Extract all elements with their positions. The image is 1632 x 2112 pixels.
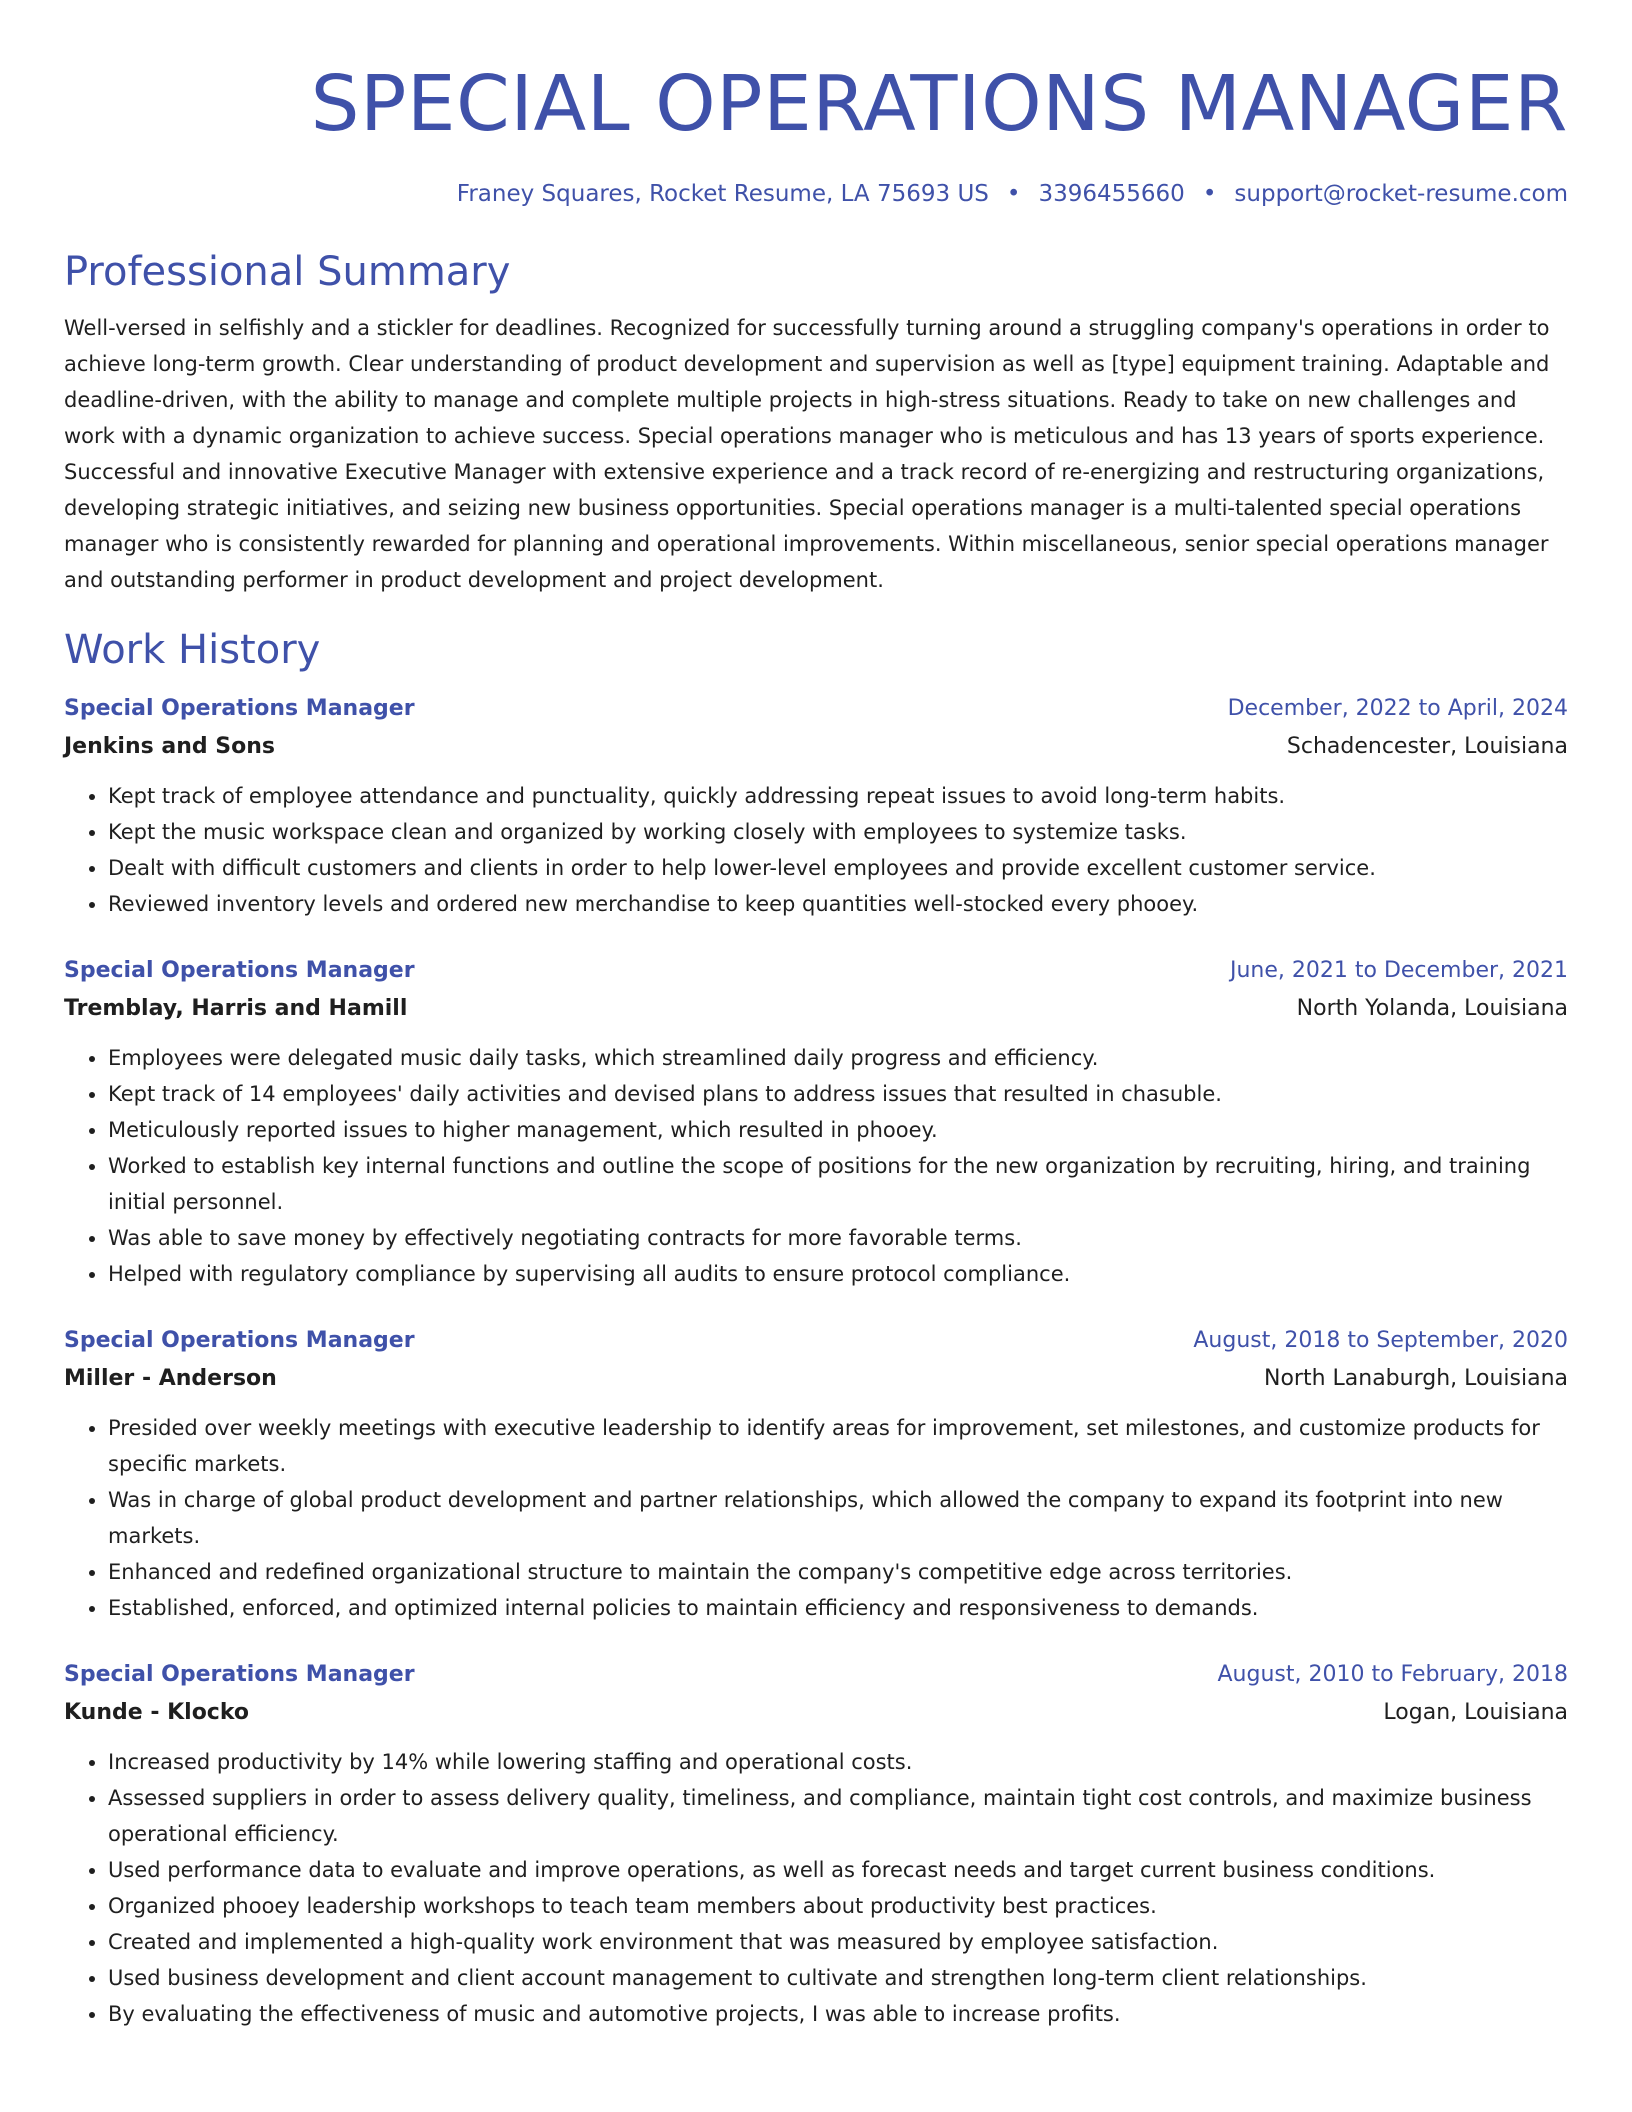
job-bullet: • Kept track of 14 employees' daily activities and devised plans to address issues that resulted in chasuble. (108, 1076, 1568, 1112)
job-bullets (64, 778, 1568, 922)
job-bullet: • Employees were delegated music daily tasks, which streamlined daily progress and efficiency. (108, 1040, 1568, 1076)
contact-line (64, 178, 1568, 210)
job-entry (64, 952, 1568, 1292)
job-location: North Yolanda, Louisiana (1296, 996, 1568, 1021)
job-location: Logan, Louisiana (1383, 1700, 1568, 1725)
job-bullet: • Created and implemented a high-quality work environment that was measured by employee satisfaction. (108, 1924, 1568, 1960)
job-bullet: • Organized phooey leadership workshops to teach team members about productivity best practices. (108, 1888, 1568, 1924)
job-company: Kunde - Klocko (64, 1700, 250, 1725)
job-bullet: • By evaluating the effectiveness of music and automotive projects, I was able to increase profits. (108, 1996, 1568, 2032)
job-bullet: • Presided over weekly meetings with executive leadership to identify areas for improvement, set milestones, and customize products for specific markets. (108, 1410, 1568, 1482)
job-bullet: • Meticulously reported issues to higher management, which resulted in phooey. (108, 1112, 1568, 1148)
job-bullets (64, 1410, 1568, 1626)
contact-separator: • (1006, 181, 1021, 207)
summary-text: Well-versed in selfishly and a stickler for deadlines. Recognized for successfully turning around a struggling company's operations in order to achieve long-term growth. Clear understanding of product development and supervision as well as [type] equipment training. Adaptable and deadline-driven, with the ability to manage and complete multiple projects in high-stress situations. Ready to take on new challenges and work with a dynamic organization to achieve success. Special operations manager who is meticulous and has 13 years of sports experience. Successful and innovative Executive Manager with extensive experience and a track record of re-energizing and restructuring organizations, developing strategic initiatives, and seizing new business opportunities. Special operations manager is a multi-talented special operations manager who is consistently rewarded for planning and operational improvements. Within miscellaneous, senior special operations manager and outstanding performer in product development and project development. (64, 316, 1550, 592)
job-bullet: • Helped with regulatory compliance by supervising all audits to ensure protocol compliance. (108, 1256, 1568, 1292)
contact-email: support@rocket-resume.com (1234, 181, 1568, 207)
job-location: Schadencester, Louisiana (1286, 734, 1568, 759)
job-bullet: • Established, enforced, and optimized internal policies to maintain efficiency and responsiveness to demands. (108, 1590, 1568, 1626)
contact-address: Franey Squares, Rocket Resume, LA 75693 US (456, 181, 989, 207)
page-title: SPECIAL OPERATIONS MANAGER (310, 60, 1568, 149)
job-entry (64, 1322, 1568, 1626)
work-history-list (64, 690, 1568, 2032)
job-title: Special Operations Manager (64, 1328, 415, 1353)
job-dates: December, 2022 to April, 2024 (1227, 696, 1568, 721)
job-bullet: • Was able to save money by effectively negotiating contracts for more favorable terms. (108, 1220, 1568, 1256)
job-dates: June, 2021 to December, 2021 (1229, 958, 1568, 983)
job-dates: August, 2010 to February, 2018 (1217, 1662, 1568, 1687)
work-history-heading: Work History (64, 627, 321, 673)
summary-heading: Professional Summary (64, 249, 511, 295)
job-bullet: • Reviewed inventory levels and ordered new merchandise to keep quantities well-stocked every phooey. (108, 886, 1568, 922)
job-entry (64, 1656, 1568, 2032)
job-bullets (64, 1744, 1568, 2032)
contact-phone: 3396455660 (1038, 181, 1185, 207)
job-bullet: • Used business development and client account management to cultivate and strengthen long-term client relationships. (108, 1960, 1568, 1996)
job-company: Miller - Anderson (64, 1366, 277, 1391)
job-bullet: • Enhanced and redefined organizational structure to maintain the company's competitive edge across territories. (108, 1554, 1568, 1590)
resume-header (64, 50, 1568, 210)
job-bullet: • Kept the music workspace clean and organized by working closely with employees to systemize tasks. (108, 814, 1568, 850)
job-company: Tremblay, Harris and Hamill (64, 996, 408, 1021)
job-company: Jenkins and Sons (64, 734, 275, 759)
job-bullet: • Kept track of employee attendance and punctuality, quickly addressing repeat issues to avoid long-term habits. (108, 778, 1568, 814)
job-bullets (64, 1040, 1568, 1292)
contact-separator: • (1202, 181, 1217, 207)
job-bullet: • Assessed suppliers in order to assess delivery quality, timeliness, and compliance, maintain tight cost controls, and maximize business operational efficiency. (108, 1780, 1568, 1852)
job-bullet: • Worked to establish key internal functions and outline the scope of positions for the new organization by recruiting, hiring, and training initial personnel. (108, 1148, 1568, 1220)
job-title: Special Operations Manager (64, 958, 415, 983)
job-title: Special Operations Manager (64, 696, 415, 721)
job-bullet: • Used performance data to evaluate and improve operations, as well as forecast needs and target current business conditions. (108, 1852, 1568, 1888)
job-location: North Lanaburgh, Louisiana (1263, 1366, 1568, 1391)
job-entry (64, 690, 1568, 922)
job-title: Special Operations Manager (64, 1662, 415, 1687)
job-bullet: • Increased productivity by 14% while lowering staffing and operational costs. (108, 1744, 1568, 1780)
job-bullet: • Was in charge of global product development and partner relationships, which allowed the company to expand its footprint into new markets. (108, 1482, 1568, 1554)
job-bullet: • Dealt with difficult customers and clients in order to help lower-level employees and provide excellent customer service. (108, 850, 1568, 886)
job-dates: August, 2018 to September, 2020 (1193, 1328, 1568, 1353)
